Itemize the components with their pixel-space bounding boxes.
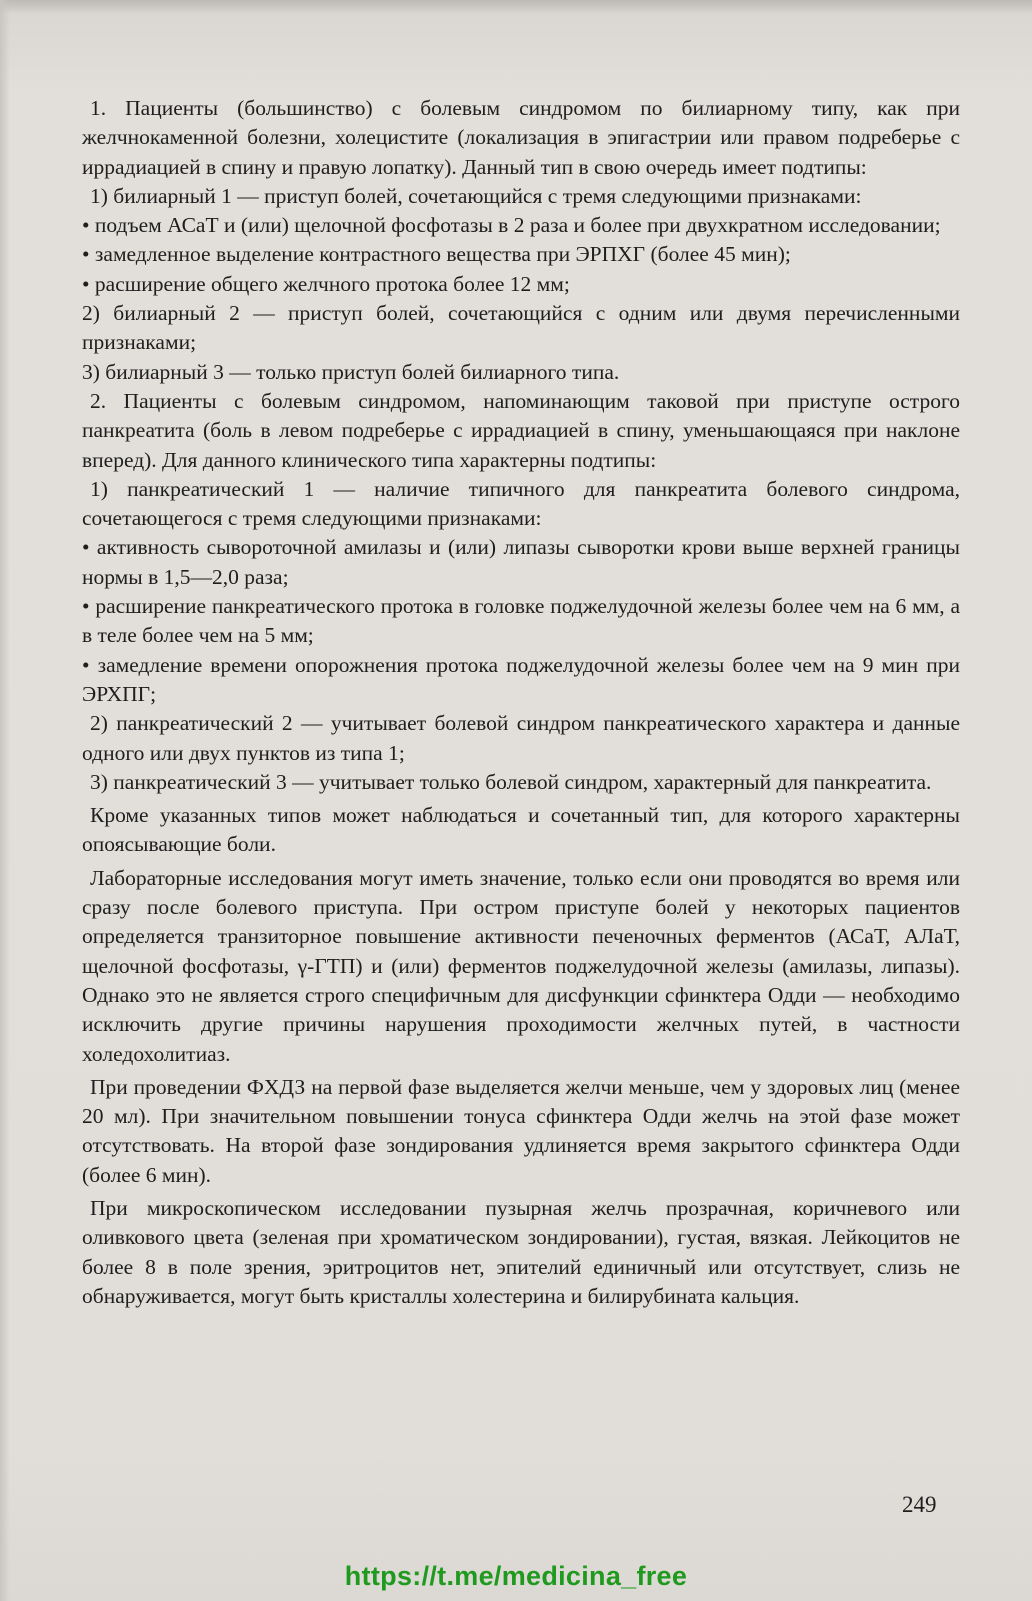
page-gutter-shadow	[0, 0, 10, 1601]
paragraph-3: • подъем АСаТ и (или) щелочной фосфотазы в 2 раза и более при двухкратном исследовании;	[82, 213, 941, 238]
paragraph-16: Лабораторные исследования могут иметь значение, только если они проводятся во время или сразу после болевого приступа. При остром приступе болей у некоторых пациентов определяется транзиторное повышение активности печеночных ферментов (АСаТ, АЛаТ, щелочной фосфотазы, γ-ГТП) и (или) ферментов поджелудочной железы (амилазы, липазы). Однако это не является строго специфичным для дисфункции сфинктера Одди — необходимо исключить другие причины нарушения проходимости желчных путей, в частности холедохолитиаз.	[82, 865, 960, 1066]
paragraph-10: • активность сывороточной амилазы и (или) липазы сыворотки крови выше верхней границы нормы в 1,5—2,0 раза;	[82, 535, 960, 589]
paragraph-17: При проведении ФХДЗ на первой фазе выделяется желчи меньше, чем у здоровых лиц (менее 20 мл). При значительном повышении тонуса сфинктера Одди желчь на этой фазе может отсутствовать. На второй фазе зондирования удлиняется время закрытого сфинктера Одди (более 6 мин).	[82, 1074, 960, 1187]
paragraph-9: 1) панкреатический 1 — наличие типичного для панкреатита болевого синдрома, сочетающегося с тремя следующими признаками:	[82, 476, 960, 531]
paragraph-14: 3) панкреатический 3 — учитывает только болевой синдром, характерный для панкреатита.	[90, 769, 932, 794]
page-number: 249	[902, 1492, 937, 1517]
paragraph-8: 2. Пациенты с болевым синдромом, напоминающим таковой при приступе острого панкреатита (боль в левом подреберье с иррадиацией в спину, уменьшающаяся при наклоне вперед). Для данного клинического типа характерны подтипы:	[82, 388, 960, 472]
paragraph-11: • расширение панкреатического протока в головке поджелудочной железы более чем на 6 мм, а в теле более чем на 5 мм;	[82, 594, 960, 648]
paragraph-18: При микроскопическом исследовании пузырная желчь прозрачная, коричневого или оливкового цвета (зеленая при хроматическом зондировании), густая, вязкая. Лейкоцитов не более 8 в поле зрения, эритроцитов нет, эпителий единичный или отсутствует, слизь не обнаруживается, могут быть кристаллы холестерина и билирубината кальция.	[82, 1195, 960, 1308]
paragraph-4: • замедленное выделение контрастного вещества при ЭРПХГ (более 45 мин);	[82, 242, 791, 267]
paragraph-5: • расширение общего желчного протока более 12 мм;	[82, 271, 570, 296]
paragraph-2: 1) билиарный 1 — приступ болей, сочетающийся с тремя следующими признаками:	[90, 183, 862, 208]
paragraph-7: 3) билиарный 3 — только приступ болей билиарного типа.	[82, 359, 620, 384]
paragraph-12: • замедление времени опорожнения протока поджелудочной железы более чем на 9 мин при ЭРХПГ;	[82, 652, 960, 706]
page-top-shadow	[0, 0, 1032, 14]
paragraph-6: 2) билиарный 2 — приступ болей, сочетающийся с одним или двумя перечисленными признаками;	[82, 301, 960, 355]
body-text	[82, 94, 960, 1311]
paragraph-13: 2) панкреатический 2 — учитывает болевой синдром панкреатического характера и данные одного или двух пунктов из типа 1;	[82, 711, 960, 765]
paragraph-15: Кроме указанных типов может наблюдаться и сочетанный тип, для которого характерны опоясывающие боли.	[82, 803, 960, 857]
paragraph-1: 1. Пациенты (большинство) с болевым синдромом по билиарному типу, как при желчнокаменной болезни, холецистите (локализация в эпигастрии или правом подреберье с иррадиацией в спину и правую лопатку). Данный тип в свою очередь имеет подтипы:	[82, 96, 960, 179]
telegram-link[interactable]: https://t.me/medicina_free	[344, 1561, 688, 1591]
